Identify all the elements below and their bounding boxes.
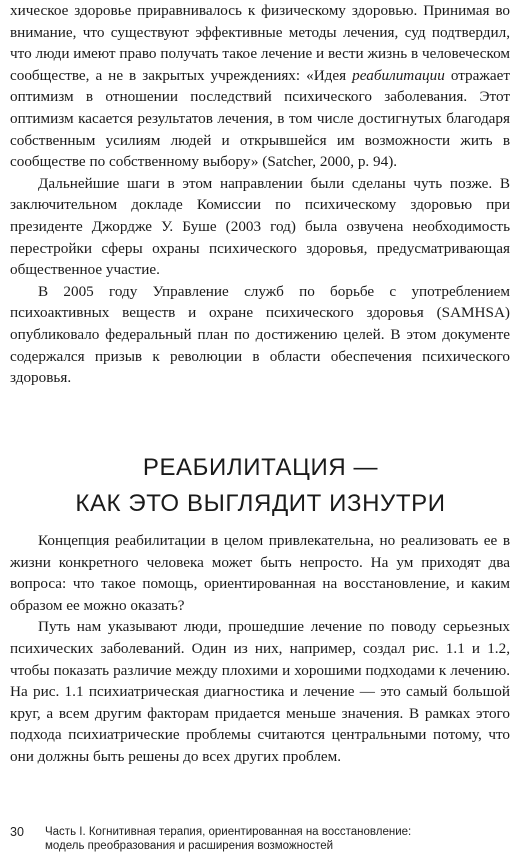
top-text-section — [10, 0, 510, 389]
page-number: 30 — [10, 825, 24, 839]
paragraph-path: Путь нам указывают люди, прошедшие лечение по поводу серьезных психических заболеваний. Один из них, например, создал рис. 1.1 и 1.2, чтобы показать различие между плохими и хорошими подходами к лечению. На рис. 1.1 психиатрическая диагностика и лечение — это самый большой круг, а всем другим факторам придается меньше значения. В рамках этого подхода психиатрические проблемы считаются центральными потому, что они должны быть решены до всех других проблем. — [10, 618, 510, 765]
paragraph-continuation — [10, 0, 510, 173]
paragraph-bush-commission: Дальнейшие шаги в этом направлении были сделаны чуть позже. В заключительном докладе Комиссии по психическому здоровью при президенте Джордже У. Буше (2003 год) была озвучена необходимость перестройки сферы охраны психического здоровья, предусматривающая общественное участие. — [10, 174, 510, 279]
continuation-text-end: отражает оптимизм в отношении последствий психического заболевания. Этот оптимизм касается результатов лечения, в том числе достигнутых благодаря собственным усилиям людей и открывшейся им возможности жить в сообществе по собственному выбору» (Satcher, 2000, p. 94). — [10, 66, 510, 171]
section-heading-line1: РЕАБИЛИТАЦИЯ — — [142, 454, 379, 481]
bottom-text-section — [10, 530, 510, 768]
italic-term-rehabilitation: реабилитации — [352, 66, 445, 84]
continuation-text: Принимая во внимание, что существуют эффективные методы лечения, суд подтвердил, что люди имеют право получать такое лечение и вести жизнь в человеческом сообществе, а не в закрытых учреждениях: «Идея — [10, 2, 511, 84]
paragraph-concept: Концепция реабилитации в целом привлекательна, но реализовать ее в жизни конкретного человека может быть непросто. На ум приходят два вопроса: что такое помощь, ориентированная на восстановление, и каким образом ее можно оказать? — [10, 532, 510, 614]
section-heading — [0, 450, 521, 522]
continuation-first-line: хическое здоровье приравнивалось к физическому здоровью. — [10, 2, 418, 19]
running-footer — [45, 825, 505, 853]
section-heading-line2: КАК ЭТО ВЫГЛЯДИТ ИЗНУТРИ — [75, 490, 446, 517]
running-footer-line2: модель преобразования и расширения возможностей — [45, 840, 334, 852]
paragraph-samhsa: В 2005 году Управление служб по борьбе с употреблением психоактивных веществ и охране психического здоровья (SAMHSA) опубликовало федеральный план по достижению целей. В этом документе содержался призыв к революции в области обеспечения психического здоровья. — [10, 282, 510, 387]
running-footer-line1: Часть I. Когнитивная терапия, ориентированная на восстановление: — [45, 826, 412, 838]
